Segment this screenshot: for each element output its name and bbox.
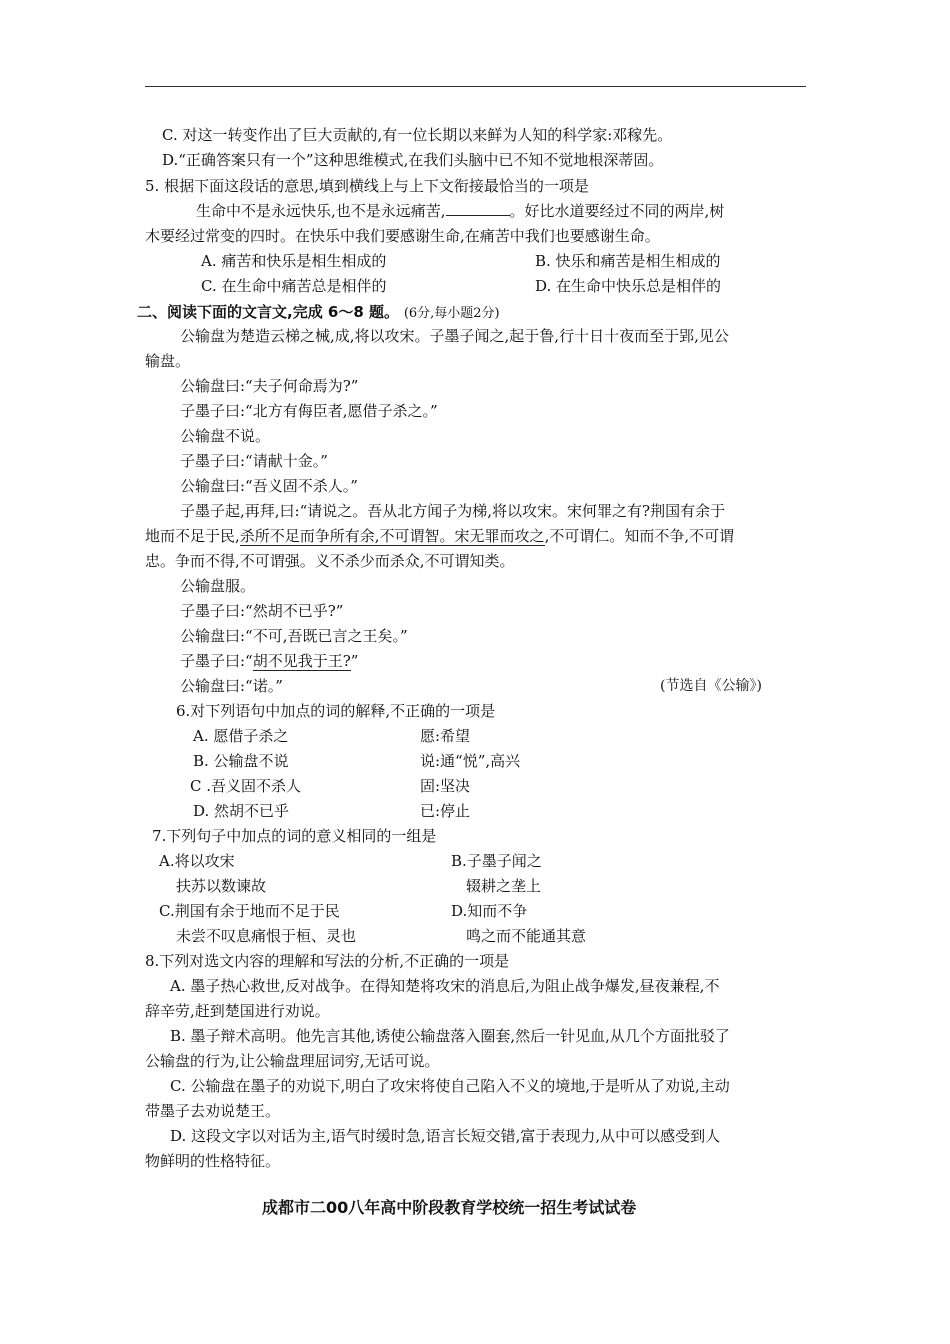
passage-p2-line3: 忠。争而不得,不可谓强。义不杀少而杀众,不可谓知类。 xyxy=(145,552,515,570)
q8-option-c-line2: 带墨子去劝说楚王。 xyxy=(145,1102,281,1120)
q8-option-b-line1: B. 墨子辩术高明。他先言其他,诱使公输盘落入圈套,然后一针见血,从几个方面批驳了 xyxy=(170,1027,730,1045)
q8-stem: 8.下列对选文内容的理解和写法的分析,不正确的一项是 xyxy=(145,952,510,970)
passage-p1-line2: 输盘。 xyxy=(145,352,191,370)
q7-option-b-pair: 辍耕之垄上 xyxy=(466,877,542,895)
passage-text: ” xyxy=(350,652,359,670)
q6-gloss-c: 固:坚决 xyxy=(420,777,471,795)
q5-answer-blank xyxy=(446,201,510,216)
passage-p1-line1: 公输盘为楚造云梯之械,成,将以攻宋。子墨子闻之,起于鲁,行十日十夜而至于郢,见公 xyxy=(180,327,729,345)
dialogue-line: 子墨子曰:“然胡不已乎?” xyxy=(180,602,344,620)
q8-option-d-line2: 物鲜明的性格特征。 xyxy=(145,1152,281,1170)
q5-option-d: D. 在生命中快乐总是相伴的 xyxy=(535,277,722,295)
passage-text: 地而不足于民, xyxy=(145,527,240,545)
q6-gloss-a: 愿:希望 xyxy=(420,727,471,745)
section-heading-text: 二、阅读下面的文言文,完成 6～8 题。 xyxy=(137,303,400,321)
exam-title: 成都市二00八年高中阶段教育学校统一招生考试试卷 xyxy=(262,1198,637,1217)
q6-option-d: D. 然胡不已乎 xyxy=(193,802,290,820)
passage-source: (节选自《公输》) xyxy=(660,678,762,694)
q4-option-d: D.“正确答案只有一个”这种思维模式,在我们头脑中已不知不觉地根深蒂固。 xyxy=(162,151,664,169)
q4-option-c: C. 对这一转变作出了巨大贡献的,有一位长期以来鲜为人知的科学家:邓稼先。 xyxy=(162,126,673,144)
q5-passage-a: 生命中不是永远快乐,也不是永远痛苦, xyxy=(196,202,446,220)
q5-option-a: A. 痛苦和快乐是相生相成的 xyxy=(201,252,387,270)
underlined-sentence: 胡不见我于王? xyxy=(252,652,351,670)
dialogue-line: 公输盘曰:“吾义固不杀人。” xyxy=(180,477,358,495)
q5-passage-b: 。好比水道要经过不同的两岸,树 xyxy=(509,202,725,220)
q8-option-a-line2: 辞辛劳,赶到楚国进行劝说。 xyxy=(145,1002,330,1020)
q7-option-a-pair: 扶苏以数谏故 xyxy=(176,877,267,895)
dialogue-line: 公输盘曰:“不可,吾既已言之王矣。” xyxy=(180,627,408,645)
q8-option-d-line1: D. 这段文字以对话为主,语气时缓时急,语言长短交错,富于表现力,从中可以感受到人 xyxy=(170,1127,721,1145)
dialogue-line xyxy=(180,651,358,671)
q7-option-c: C.荆国有余于地而不足于民 xyxy=(159,902,340,920)
q7-option-a: A.将以攻宋 xyxy=(159,852,235,870)
q6-option-b: B. 公输盘不说 xyxy=(193,752,289,770)
dialogue-line: 子墨子曰:“请献十金。” xyxy=(180,452,328,470)
q6-gloss-d: 已:停止 xyxy=(420,802,471,820)
q8-option-c-line1: C. 公输盘在墨子的劝说下,明白了攻宋将使自己陷入不义的境地,于是听从了劝说,主动 xyxy=(170,1077,730,1095)
q5-option-b: B. 快乐和痛苦是相生相成的 xyxy=(535,252,721,270)
q5-option-c: C. 在生命中痛苦总是相伴的 xyxy=(201,277,387,295)
q7-option-d-pair: 鸣之而不能通其意 xyxy=(466,927,587,945)
q5-passage-line2: 木要经过常变的四时。在快乐中我们要感谢生命,在痛苦中我们也要感谢生命。 xyxy=(145,227,660,245)
q6-gloss-b: 说:通“悦”,高兴 xyxy=(420,752,521,770)
q7-option-b: B.子墨子闻之 xyxy=(451,852,542,870)
q6-option-c: C .吾义固不杀人 xyxy=(190,777,302,795)
q6-option-a: A. 愿借子杀之 xyxy=(193,727,289,745)
q5-stem: 5. 根据下面这段话的意思,填到横线上与上下文衔接最恰当的一项是 xyxy=(145,177,589,195)
q8-option-b-line2: 公输盘的行为,让公输盘理屈词穷,无话可说。 xyxy=(145,1052,440,1070)
passage-p2-line2 xyxy=(145,526,734,546)
header-rule xyxy=(145,86,806,87)
dialogue-line: 公输盘曰:“夫子何命焉为?” xyxy=(180,377,359,395)
q8-option-a-line1: A. 墨子热心救世,反对战争。在得知楚将攻宋的消息后,为阻止战争爆发,昼夜兼程,不 xyxy=(170,977,720,995)
passage-p2-line1: 子墨子起,再拜,曰:“请说之。吾从北方闻子为梯,将以攻宋。宋何罪之有?荆国有余于 xyxy=(180,502,726,520)
dialogue-line: 公输盘曰:“诺。” xyxy=(180,677,283,695)
q7-stem: 7.下列句子中加点的词的意义相同的一组是 xyxy=(152,827,437,845)
q7-option-c-pair: 未尝不叹息痛恨于桓、灵也 xyxy=(176,927,357,945)
dialogue-line: 公输盘服。 xyxy=(180,577,256,595)
passage-text: ,不可谓仁。知而不争,不可谓 xyxy=(544,527,735,545)
q5-passage-line1 xyxy=(196,201,724,221)
q6-stem: 6.对下列语句中加点的词的解释,不正确的一项是 xyxy=(176,702,496,720)
underlined-sentence: 杀所不足而争所有余,不可谓智。宋无罪而攻之 xyxy=(239,527,545,545)
q7-option-d: D.知而不争 xyxy=(451,902,528,920)
section-heading xyxy=(137,302,500,324)
dialogue-line: 子墨子曰:“北方有侮臣者,愿借子杀之。” xyxy=(180,402,438,420)
dialogue-line: 公输盘不说。 xyxy=(180,427,271,445)
section-score-note: (6分,每小题2分) xyxy=(403,306,500,321)
passage-text: 子墨子曰:“ xyxy=(180,652,253,670)
